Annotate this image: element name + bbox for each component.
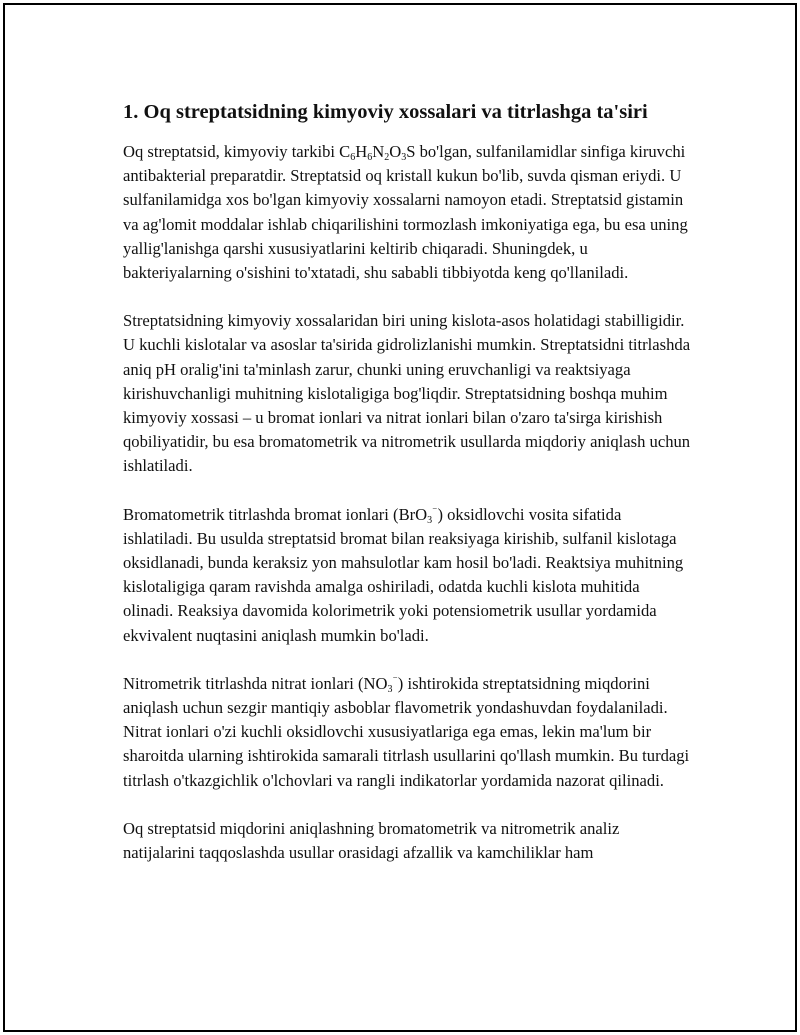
page-frame	[3, 3, 797, 1032]
formula-sub-c: 6	[350, 152, 356, 163]
paragraph-4-text-b: ) ishtirokida streptatsidning miqdorini aniqlash uchun sezgir mantiqiy asboblar flavometrik yondashuvdan foydalaniladi. Nitrat ionlari o'zi kuchli oksidlovchi xususiyatlariga ega emas, lekin ma'lum bir sharoitda ularning ishtirokida samarali titrlash usullarini qo'llash mumkin. Bu turdagi titrlash o'tkazgichlik o'lchovlari va rangli indikatorlar yordamida nazorat qilinadi.	[123, 673, 690, 790]
paragraph-1-text-b: S bo'lgan, sulfanilamidlar sinfiga kiruvchi antibakterial preparatdir. Streptatsid oq kristall kukun bo'lib, suvda qisman eriydi. U sulfanilamidga xos bo'lgan kimyoviy xossalarni namoyon etadi. Streptatsid gistamin va ag'lomit moddalar ishlab chiqarilishini tormozlash imkoniyatiga ega, bu esa uning yallig'lanishga qarshi xususiyatlarini keltirib chiqaradi. Shuningdek, u bakteriyalarning o'sishini to'xtatadi, shu sababli tibbiyotda keng qo'llaniladi.	[123, 142, 688, 283]
bromate-subscript: 3	[427, 514, 433, 526]
formula-sub-n: 2	[384, 152, 390, 163]
paragraph-3-text-b: ) oksidlovchi vosita sifatida ishlatiladi. Bu usulda streptatsid bromat bilan reaksiyaga kirishib, sulfanil kislotaga oksidlanadi, bunda keraksiz yon mahsulotlar kam hosil bo'ladi. Reaktsiya muhitning kislotaligiga qaram ravishda amalga oshiriladi, odatda kuchli kislota muhitida olinadi. Reaksiya davomida kolorimetrik yoki potensiometrik usullar yordamida ekvivalent nuqtasini aniqlash mumkin bo'ladi.	[123, 504, 684, 645]
paragraph-4	[123, 672, 693, 793]
paragraph-3	[123, 503, 693, 648]
paragraph-3-text-a: Bromatometrik titrlashda bromat ionlari (BrO	[123, 504, 428, 524]
nitrate-subscript: 3	[387, 683, 393, 695]
paragraph-2: Streptatsidning kimyoviy xossalaridan biri uning kislota-asos holatidagi stabilligidir. U kuchli kislotalar va asoslar ta'sirida gidrolizlanishi mumkin. Streptatsidni titrlashda aniq pH oralig'ini ta'minlash zarur, chunki uning eruvchanligi va reaktsiyaga kirishuvchanligi muhitning kislotaligiga bog'liqdir. Streptatsidning boshqa muhim kimyoviy xossasi – u bromat ionlari va nitrat ionlari bilan o'zaro ta'sirga kirishish qobiliyatidir, bu esa bromatometrik va nitrometrik usullarda miqdoriy aniqlash uchun ishlatiladi.	[123, 311, 691, 476]
formula-sub-o: 3	[401, 152, 407, 163]
formula-sub-h: 6	[367, 152, 373, 163]
formula-o: O	[389, 142, 402, 161]
nitrate-charge: ⁻	[392, 674, 398, 686]
formula-h: H	[355, 142, 368, 161]
section-heading: 1. Oq streptatsidning kimyoviy xossalari va titrlashga ta'siri	[123, 101, 648, 123]
paragraph-5: Oq streptatsid miqdorini aniqlashning bromatometrik va nitrometrik analiz natijalarini taqqoslashda usullar orasidagi afzallik va kamchiliklar ham	[123, 818, 620, 863]
paragraph-1	[123, 140, 693, 285]
bromate-charge: ⁻	[432, 505, 438, 517]
paragraph-1-text-a: Oq streptatsid, kimyoviy tarkibi C	[123, 142, 351, 161]
paragraph-4-text-a: Nitrometrik titrlashda nitrat ionlari (NO	[123, 673, 388, 693]
formula-n: N	[372, 142, 385, 161]
document-body	[123, 98, 693, 889]
